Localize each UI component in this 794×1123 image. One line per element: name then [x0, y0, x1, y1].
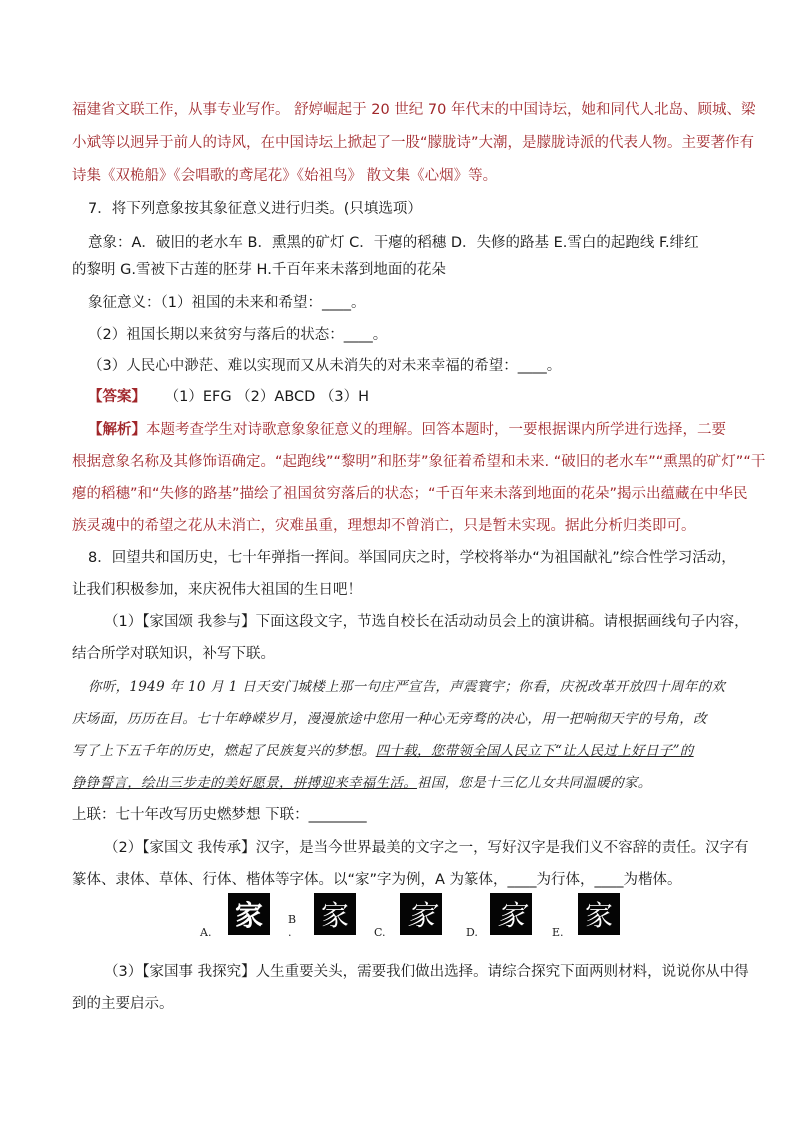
glyph-label: D.	[466, 926, 478, 939]
glyph-label: A.	[200, 926, 212, 939]
underlined-sentence-part-1: 四十载，您带领全国人民立下“让人民过上好日子”的	[375, 743, 694, 759]
intro-line-2: 小斌等以迥异于前人的诗风，在中国诗坛上掀起了一股“朦胧诗”大潮，是朦胧诗派的代表人物。主要著作有	[72, 135, 755, 151]
glyph-label: E.	[552, 926, 564, 939]
q8-part2-line-2: 篆体、隶体、草体、行体、楷体等字体。以“家”字为例，A 为篆体，____为行体，____为楷体。	[72, 872, 682, 888]
glyph-cursive-script: 家	[400, 893, 442, 935]
speech-line-3-text: 写了上下五千年的历史，燃起了民族复兴的梦想。	[72, 743, 376, 759]
q8-part1-line-1: （1）【家国颂 我参与】下面这段文字，节选自校长在活动动员会上的演讲稿。请根据画线句子内容，	[104, 614, 749, 630]
q7-sub-1: 象征意义：（1）祖国的未来和希望：____。	[88, 295, 366, 311]
speech-line-4-text: 祖国，您是十三亿儿女共同温暖的家。	[417, 775, 652, 791]
intro-line-1: 福建省文联工作，从事专业写作。 舒婷崛起于 20 世纪 70 年代末的中国诗坛，她和同代人北岛、顾城、梁	[72, 102, 756, 118]
q8-part3-line-2: 到的主要启示。	[72, 996, 174, 1012]
analysis-text-1: 本题考查学生对诗歌意象象征意义的理解。回答本题时，一要根据课内所学进行选择，二要	[146, 422, 726, 438]
speech-line-1: 你听，1949 年 10 月 1 日天安门城楼上那一句庄严宣告，声震寰宇；你看，庆祝改革开放四十周年的欢	[88, 679, 726, 695]
glyph-regular-script: 家	[578, 893, 620, 935]
q7-sub-2: （2）祖国长期以来贫穷与落后的状态：____。	[88, 327, 388, 343]
couplet-line: 上联：七十年改写历史燃梦想 下联：________	[72, 807, 367, 823]
q7-stem: 7．将下列意象按其象征意义进行归类。(只填选项）	[88, 201, 422, 217]
glyph-label: B .	[288, 913, 297, 939]
glyph-clerical-script: 家	[314, 893, 356, 935]
intro-line-3: 诗集《双桅船》《会唱歌的鸢尾花》《始祖鸟》 散文集《心烟》等。	[72, 168, 498, 184]
q8-stem-line-1: 8．回望共和国历史，七十年弹指一挥间。举国同庆之时，学校将举办“为祖国献礼”综合性学习活动，	[88, 550, 736, 566]
analysis-tag: 【解析】	[88, 422, 146, 438]
q7-analysis-line-2: 根据意象名称及其修饰语确定。“起跑线”“黎明”和胚芽”象征着希望和未来. “破旧的老水车”“熏黑的矿灯”“干	[72, 454, 766, 470]
q7-analysis-line-4: 族灵魂中的希望之花从未消亡，灾难虽重，理想却不曾消亡，只是暂未实现。据此分析归类即可。	[72, 518, 696, 534]
q7-options-line-2: 的黎明 G.雪被下古莲的胚芽 H.千百年来未落到地面的花朵	[72, 262, 446, 278]
q7-analysis-line-1	[88, 420, 726, 440]
speech-line-2: 庆场面，历历在目。七十年峥嵘岁月，漫漫旅途中您用一种心无旁骛的决心，用一把响彻天宇的号角，改	[72, 711, 707, 727]
glyph-running-script: 家	[490, 893, 532, 935]
glyph-seal-script: 家	[228, 893, 270, 935]
q7-sub-3: （3）人民心中渺茫、难以实现而又从未消失的对未来幸福的希望：____。	[88, 358, 562, 374]
q7-options-line-1: 意象：A．破旧的老水车 B．熏黑的矿灯 C．干瘪的稻穗 D．失修的路基 E.雪白的起跑线 F.绯红	[88, 235, 699, 251]
q8-stem-line-2: 让我们积极参加，来庆祝伟大祖国的生日吧！	[72, 582, 362, 598]
speech-line-3	[72, 741, 694, 761]
underlined-sentence-part-2: 铮铮誓言，绘出三步走的美好愿景，拼搏迎来幸福生活。	[72, 775, 417, 791]
q8-part3-line-1: （3）【家国事 我探究】人生重要关头，需要我们做出选择。请综合探究下面两则材料，说说你从中得	[104, 964, 749, 980]
q8-part1-line-2: 结合所学对联知识，补写下联。	[72, 646, 275, 662]
calligraphy-options	[200, 893, 640, 941]
q7-answer	[88, 387, 369, 407]
q8-part2-line-1: （2）【家国文 我传承】汉字，是当今世界最美的文字之一，写好汉字是我们义不容辞的责任。汉字有	[104, 840, 749, 856]
glyph-label: C.	[374, 926, 386, 939]
answer-text: （1）EFG （2）ABCD （3）H	[164, 389, 370, 405]
speech-line-4	[72, 773, 652, 793]
answer-tag: 【答案】	[88, 389, 146, 405]
q7-analysis-line-3: 瘪的稻穗”和“失修的路基”描绘了祖国贫穷落后的状态；“千百年来未落到地面的花朵”揭示出蕴藏在中华民	[72, 486, 748, 502]
